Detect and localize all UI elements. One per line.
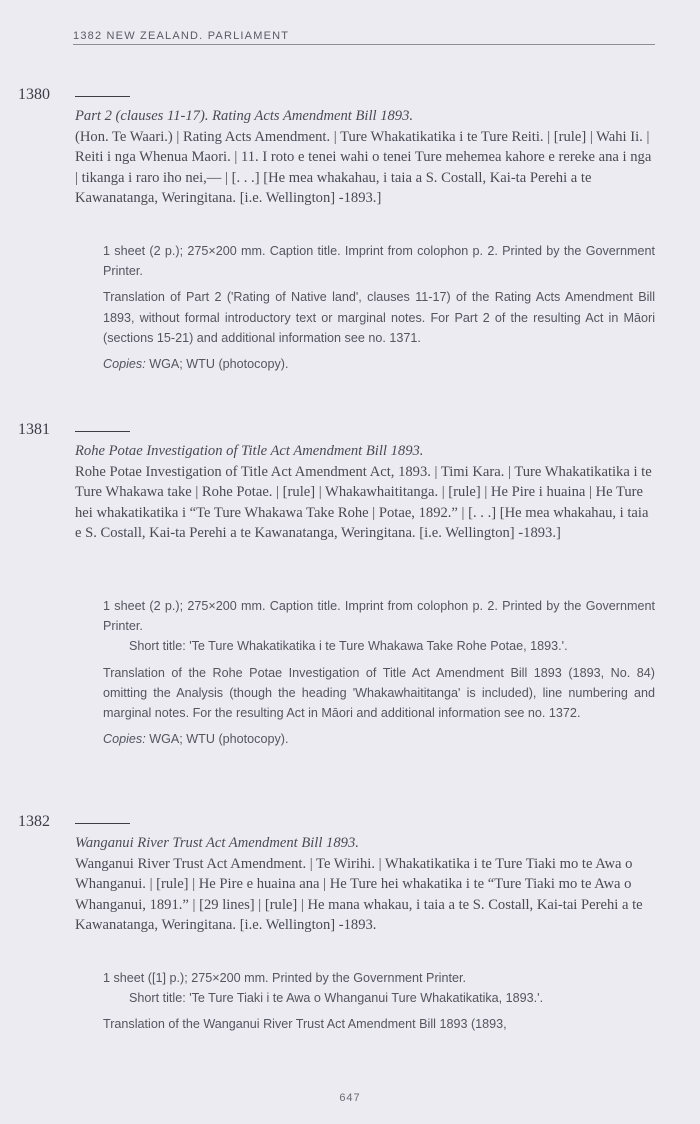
entry-title: Part 2 (clauses 11-17). Rating Acts Amendment Bill 1893. <box>75 108 414 124</box>
entry-dash-rule <box>75 96 130 97</box>
entry-number: 1380 <box>18 86 50 103</box>
physical-description: 1 sheet (2 p.); 275×200 mm. Caption title. Imprint from colophon p. 2. Printed by the Government Printer. <box>103 599 655 634</box>
entry-notes <box>103 968 655 1035</box>
copies-value: WGA; WTU (photocopy). <box>149 357 289 372</box>
translation-note: Translation of Part 2 ('Rating of Native land', clauses 11-17) of the Rating Acts Amendment Bill 1893, without formal introductory text or marginal notes. For Part 2 of the resulting Act in Māori (sections 15-21) and additional information see no. 1371. <box>103 290 655 345</box>
short-title: Short title: 'Te Ture Whakatikatika i te Ture Whakawa Take Rohe Potae, 1893.'. <box>129 639 568 654</box>
copies-label: Copies: <box>103 357 146 372</box>
copies-line <box>103 354 655 374</box>
entry-number: 1382 <box>18 813 50 830</box>
entry-dash-rule <box>75 823 130 824</box>
physical-description: 1 sheet ([1] p.); 275×200 mm. Printed by the Government Printer. <box>103 971 466 985</box>
entry-number: 1381 <box>18 421 50 438</box>
translation-note: Translation of the Wanganui River Trust Act Amendment Bill 1893 (1893, <box>103 1017 507 1032</box>
copies-line <box>103 729 655 749</box>
entry-body <box>75 833 655 936</box>
entry-body <box>75 441 655 544</box>
entry-description: (Hon. Te Waari.) | Rating Acts Amendment. | Ture Whakatikatika i te Ture Reiti. | [rule] | Wahi Ii. | Reiti i nga Whenua Maori. | 11. I roto e tenei wahi o tenei Ture mehemea kahore e rereke ana i nga | tikanga i raro iho nei,— | [. . .] [He mea whakahau, i taia a S. Costall, Kai-ta Perehi a te Kawanatanga, Weringitana. [i.e. Wellington] -1893.] <box>75 128 652 207</box>
page-number: 647 <box>339 1092 361 1104</box>
entry-body <box>75 106 655 209</box>
entry-notes <box>103 241 655 374</box>
entry-notes <box>103 596 655 749</box>
entry-description: Rohe Potae Investigation of Title Act Amendment Act, 1893. | Timi Kara. | Ture Whakatikatika i te Ture Whakawa take | Rohe Potae. | [rule] | Whakawhaititanga. | [rule] | He Pire i huaina | He Ture hei whakatikatika i “Te Ture Whakawa Take Rohe | Potae, 1892.” | [. . .] [He mea whakahau, i taia e S. Costall, Kai-ta Perehi a te Kawanatanga, Weringitana. [i.e. Wellington] -1893.] <box>75 463 652 542</box>
entry-dash-rule <box>75 431 130 432</box>
short-title: Short title: 'Te Ture Tiaki i te Awa o Whanganui Ture Whakatikatika, 1893.'. <box>129 991 544 1006</box>
copies-value: WGA; WTU (photocopy). <box>149 732 289 747</box>
entry-title: Rohe Potae Investigation of Title Act Amendment Bill 1893. <box>75 443 424 459</box>
physical-description: 1 sheet (2 p.); 275×200 mm. Caption title. Imprint from colophon p. 2. Printed by the Government Printer. <box>103 244 655 279</box>
translation-note: Translation of the Rohe Potae Investigation of Title Act Amendment Bill 1893 (1893, No. 84) omitting the Analysis (though the heading 'Whakawhaititanga' is included), line numbering and marginal notes. For the resulting Act in Māori and additional information see no. 1372. <box>103 665 655 721</box>
entry-description: Wanganui River Trust Act Amendment. | Te Wirihi. | Whakatikatika i te Ture Tiaki mo te Awa o Whanganui. | [rule] | He Pire e huaina ana | He Ture hei whakatika i te “Ture Tiaki mo te Awa o Whanganui, 1891.” | [29 lines] | [rule] | He mana whakau, i taia a te S. Costall, Kai-tai Perehi a te Kawanatanga, Weringitana. [i.e. Wellington] -1893. <box>75 855 643 934</box>
entry-title: Wanganui River Trust Act Amendment Bill 1893. <box>75 835 359 851</box>
copies-label: Copies: <box>103 732 146 747</box>
running-head: 1382 NEW ZEALAND. PARLIAMENT <box>73 30 655 45</box>
